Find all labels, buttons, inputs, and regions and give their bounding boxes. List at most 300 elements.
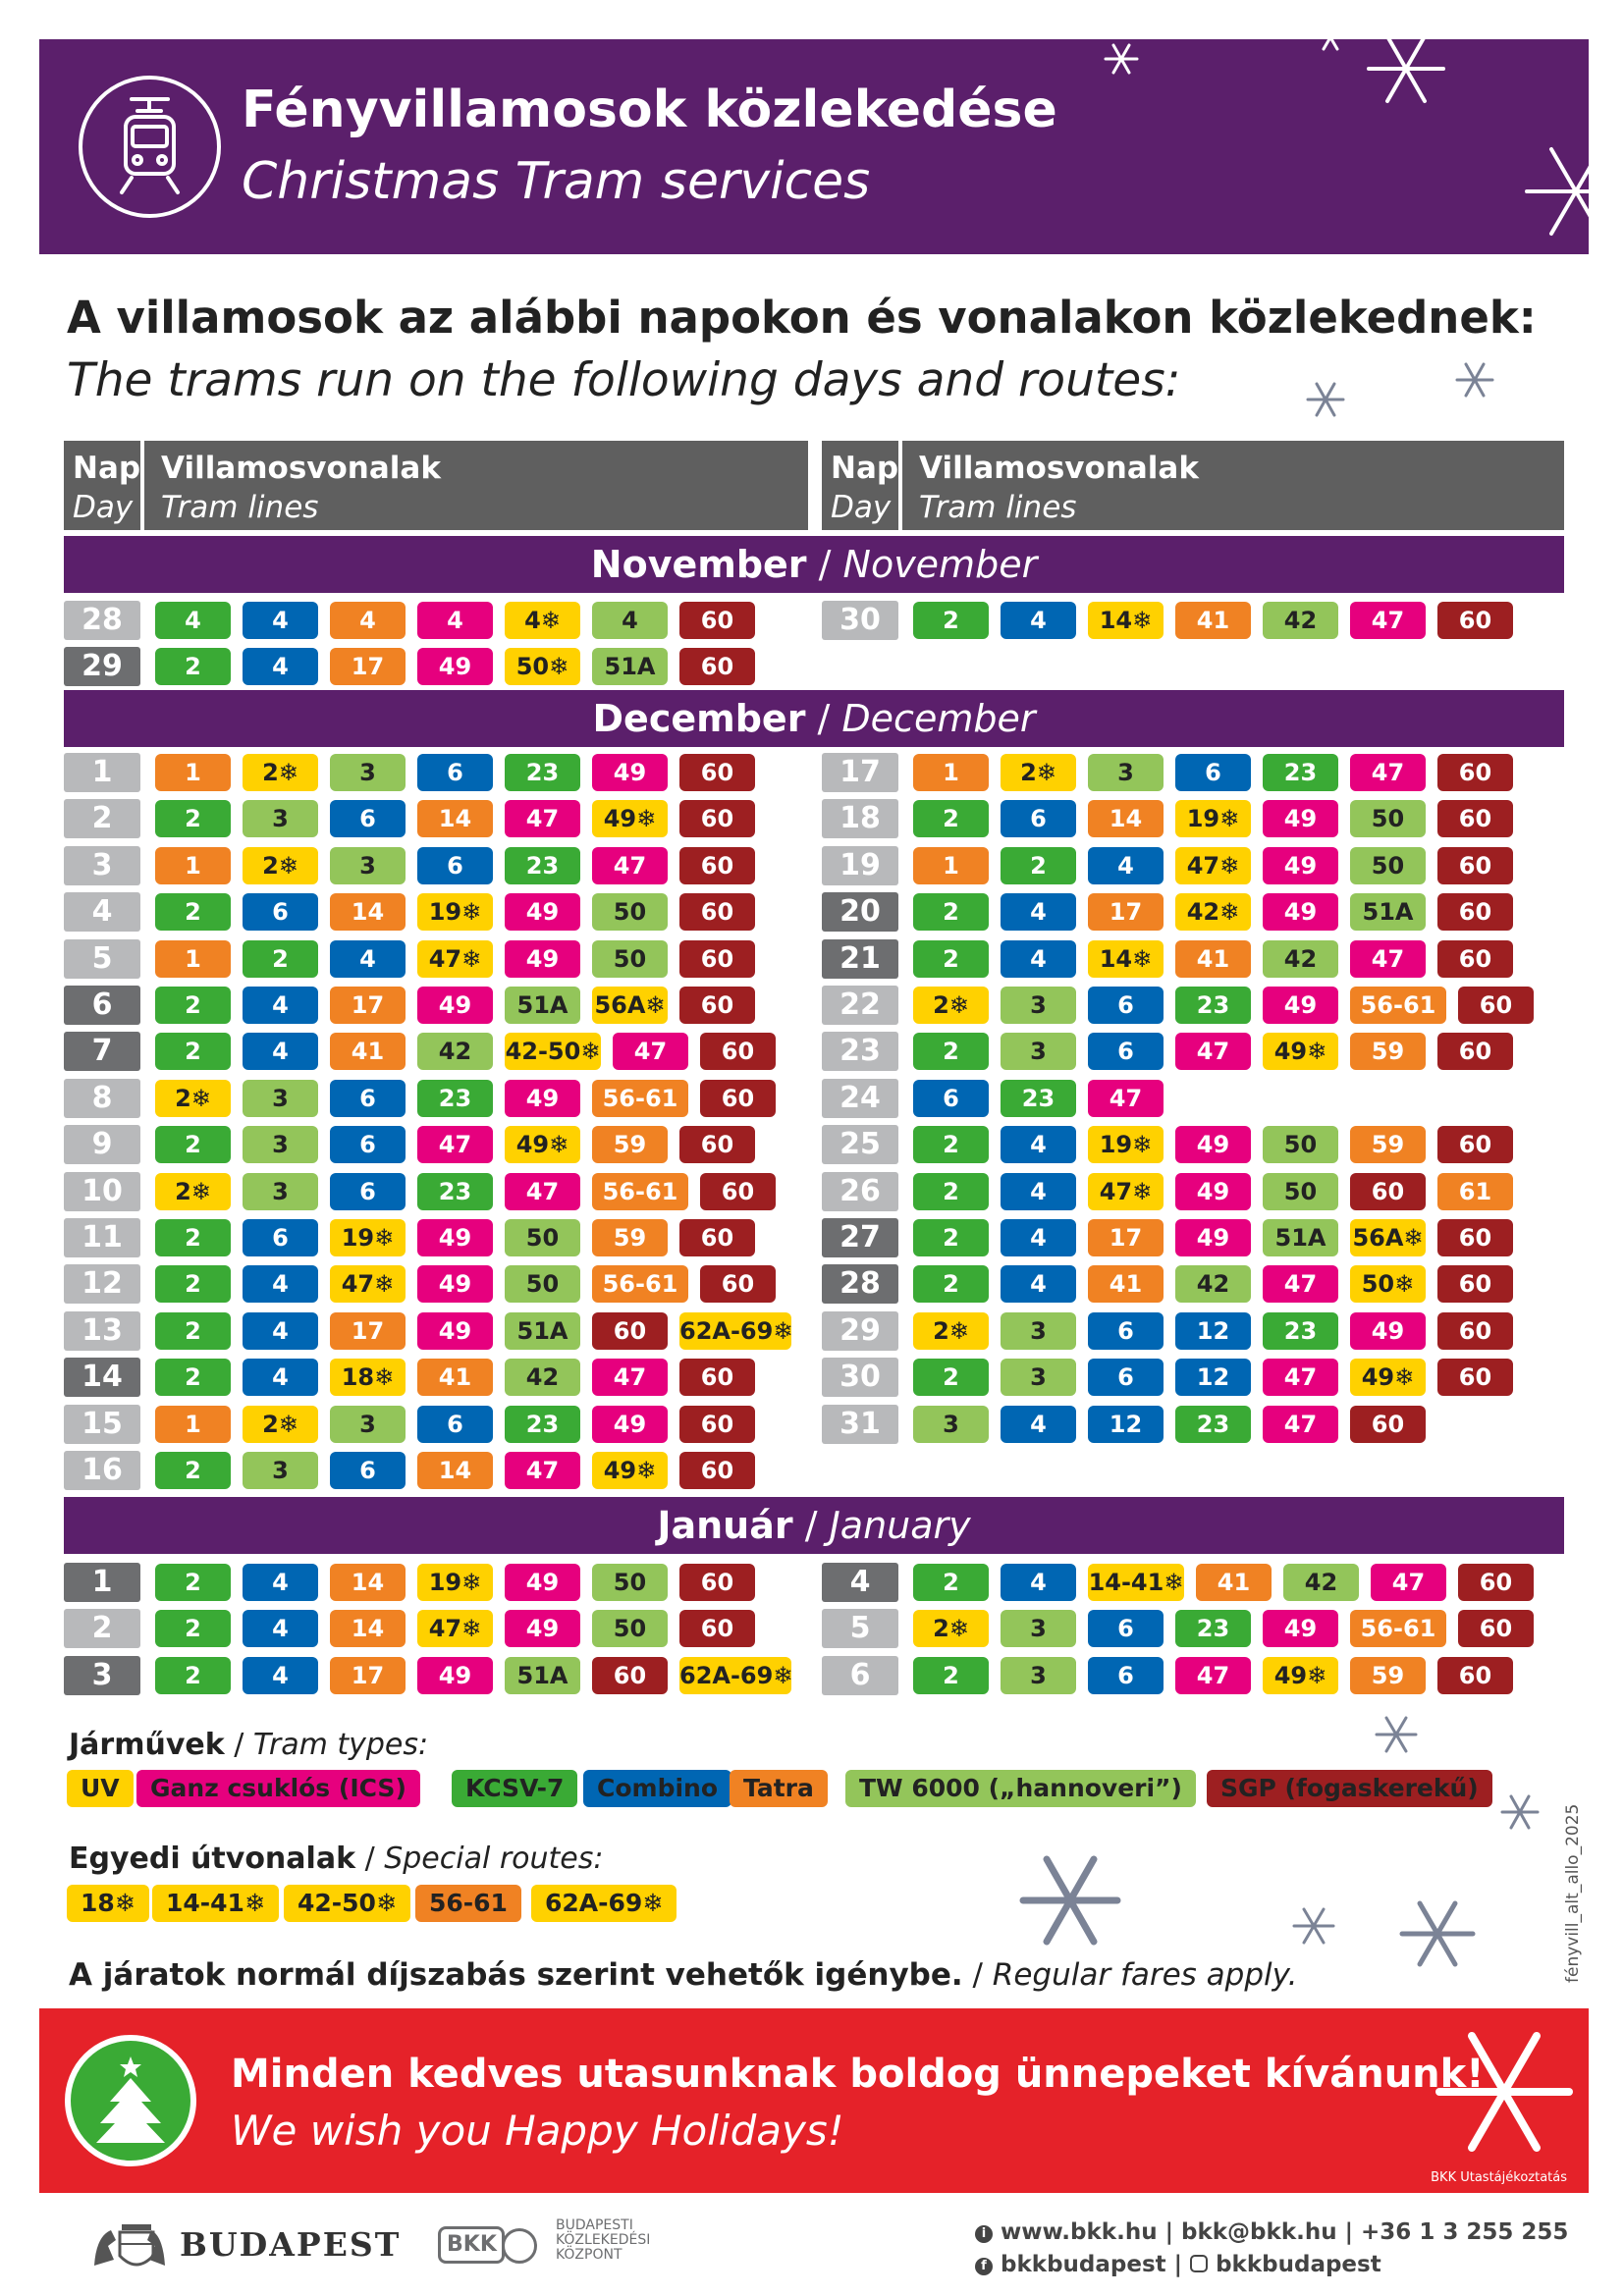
tram-line-chip: 1 (913, 847, 989, 884)
tram-line-chip: 23 (505, 1406, 580, 1443)
tram-line-chip: 47 (1263, 1265, 1338, 1303)
tram-line-chip: 2 (913, 1359, 989, 1396)
tram-line-chip: 4 (243, 1265, 318, 1303)
tram-line-chip: 41 (417, 1359, 493, 1396)
tram-line-chip: 51A (1350, 893, 1426, 931)
tram-line-chip: 60 (679, 602, 755, 639)
tram-line-chip: 47❄ (417, 1610, 493, 1647)
budapest-coat-of-arms-icon (86, 2216, 194, 2277)
special-routes-label-en: Special routes: (384, 1842, 604, 1876)
facebook-link[interactable]: bkkbudapest (1001, 2252, 1166, 2277)
tram-line-chip: 4 (243, 648, 318, 685)
day-number: 19 (822, 846, 898, 885)
tram-line-chip: 1 (155, 754, 231, 791)
tram-line-chip: 4 (1001, 1564, 1076, 1601)
tram-line-chip: 47 (1350, 940, 1426, 978)
special-routes-label: Egyedi útvonalak / Special routes: (69, 1842, 604, 1876)
lines-header-en: Tram lines (919, 490, 1077, 525)
day-header-hu: Nap (73, 451, 141, 486)
tram-line-chip: 2 (155, 648, 231, 685)
tram-line-chip: 60 (679, 847, 755, 884)
tram-line-chip: 2 (913, 940, 989, 978)
tram-line-chip: 49 (505, 940, 580, 978)
tram-line-chip: 3 (1001, 1657, 1076, 1694)
day-number: 21 (822, 939, 898, 979)
tram-line-chip: 60 (1437, 754, 1513, 791)
tram-line-chip: 49 (417, 1657, 493, 1694)
tram-type-chip: SGP (fogaskerekű) (1207, 1770, 1492, 1807)
tram-line-chip: 49 (505, 1080, 580, 1117)
tram-line-chip: 60 (700, 1080, 776, 1117)
month-name-en: January (829, 1504, 971, 1547)
tram-line-chip: 60 (679, 1610, 755, 1647)
tram-line-chip: 2 (155, 1033, 231, 1070)
day-number: 15 (64, 1405, 140, 1444)
tram-line-chip: 41 (330, 1033, 406, 1070)
tram-line-chip: 6 (1088, 1657, 1164, 1694)
tram-line-chip: 1 (913, 754, 989, 791)
tram-line-chip: 49 (1263, 847, 1338, 884)
tram-line-chip: 51A (505, 987, 580, 1024)
tram-line-chip: 62A-69❄ (679, 1657, 791, 1694)
tram-line-chip: 6 (417, 847, 493, 884)
tram-line-chip: 23 (417, 1080, 493, 1117)
tram-line-chip: 47 (505, 1452, 580, 1489)
tram-line-chip: 59 (592, 1126, 668, 1163)
tram-line-chip: 4 (1001, 1219, 1076, 1256)
month-name-hu: November (590, 543, 807, 586)
tram-line-chip: 3 (330, 847, 406, 884)
day-number: 12 (64, 1264, 140, 1304)
instagram-link[interactable]: bkkbudapest (1216, 2252, 1381, 2277)
tram-line-chip: 19❄ (417, 1564, 493, 1601)
tram-line-chip: 23 (1175, 987, 1251, 1024)
tram-line-chip: 42❄ (1175, 893, 1251, 931)
tram-line-chip: 60 (679, 987, 755, 1024)
day-number: 28 (64, 601, 140, 640)
tram-line-chip: 42 (1263, 940, 1338, 978)
tram-line-chip: 3 (1001, 1610, 1076, 1647)
tram-line-chip: 17 (330, 648, 406, 685)
tram-line-chip: 49 (417, 1312, 493, 1350)
holiday-wish-hu: Minden kedves utasunknak boldog ünnepeket kívánunk! (231, 2052, 1485, 2097)
tram-line-chip: 4 (243, 1657, 318, 1694)
tram-line-chip: 23 (1263, 1312, 1338, 1350)
tram-line-chip: 50 (1350, 847, 1426, 884)
tram-line-chip: 2 (155, 800, 231, 837)
tram-line-chip: 60 (1437, 1265, 1513, 1303)
tram-line-chip: 1 (155, 847, 231, 884)
tram-line-chip: 2❄ (243, 847, 318, 884)
tram-line-chip: 60 (679, 1359, 755, 1396)
tram-line-chip: 50❄ (505, 648, 580, 685)
tram-line-chip: 60 (679, 1452, 755, 1489)
tram-line-chip: 50 (1263, 1126, 1338, 1163)
tram-types-label-en: Tram types: (252, 1728, 429, 1762)
phone-number[interactable]: +36 1 3 255 255 (1361, 2219, 1569, 2245)
special-route-chip: 62A-69❄ (531, 1885, 677, 1922)
holiday-wish-en: We wish you Happy Holidays! (231, 2107, 844, 2155)
tram-line-chip: 4 (1001, 1265, 1076, 1303)
tram-line-chip: 23 (1175, 1406, 1251, 1443)
day-number: 4 (64, 892, 140, 932)
tram-line-chip: 49 (592, 754, 668, 791)
tram-line-chip: 6 (417, 754, 493, 791)
tram-line-chip: 60 (1437, 1033, 1513, 1070)
tram-line-chip: 2 (155, 1265, 231, 1303)
tram-line-chip: 42 (1175, 1265, 1251, 1303)
tram-line-chip: 49❄ (1263, 1657, 1338, 1694)
tram-line-chip: 2 (155, 1312, 231, 1350)
tram-line-chip: 6 (330, 1452, 406, 1489)
website-link[interactable]: www.bkk.hu (1001, 2219, 1158, 2245)
tram-line-chip: 50 (592, 1610, 668, 1647)
tram-line-chip: 2 (155, 1564, 231, 1601)
tram-line-chip: 4 (330, 940, 406, 978)
day-number: 24 (822, 1079, 898, 1118)
tram-line-chip: 60 (679, 893, 755, 931)
tram-line-chip: 50 (592, 940, 668, 978)
tram-line-chip: 60 (679, 800, 755, 837)
tram-line-chip: 49 (417, 1219, 493, 1256)
tram-line-chip: 4 (243, 987, 318, 1024)
tram-line-chip: 60 (679, 1564, 755, 1601)
day-number: 7 (64, 1032, 140, 1071)
special-route-chip: 42-50❄ (284, 1885, 410, 1922)
tram-line-chip: 6 (1088, 1610, 1164, 1647)
tram-line-chip: 2 (155, 1610, 231, 1647)
tram-line-chip: 47 (1371, 1564, 1446, 1601)
tram-line-chip: 56-61 (592, 1173, 688, 1210)
tram-line-chip: 2❄ (1001, 754, 1076, 791)
tram-line-chip: 59 (592, 1219, 668, 1256)
tram-line-chip: 42 (417, 1033, 493, 1070)
tram-line-chip: 49 (417, 987, 493, 1024)
day-number: 28 (822, 1264, 898, 1304)
bkk-name-line-1: BUDAPESTI (556, 2217, 633, 2233)
tram-line-chip: 47 (1350, 754, 1426, 791)
tram-line-chip: 49 (1263, 893, 1338, 931)
tram-line-chip: 41 (1175, 602, 1251, 639)
tram-line-chip: 4 (243, 1312, 318, 1350)
tram-line-chip: 3 (243, 1452, 318, 1489)
month-name-hu: December (592, 697, 806, 740)
tram-line-chip: 60 (1437, 1126, 1513, 1163)
month-bar-january: Január / January (64, 1497, 1564, 1554)
tram-line-chip: 2 (913, 602, 989, 639)
tram-line-chip: 23 (505, 754, 580, 791)
tram-line-chip: 2❄ (913, 1312, 989, 1350)
tram-line-chip: 2 (155, 1126, 231, 1163)
lines-header-hu: Villamosvonalak (919, 451, 1199, 486)
header-banner (39, 39, 1589, 254)
fares-note: A járatok normál díjszabás szerint vehetők igénybe. / Regular fares apply. (69, 1957, 1298, 1993)
column-header-left (64, 441, 808, 530)
tram-line-chip: 56-61 (1350, 1610, 1446, 1647)
tram-line-chip: 14 (330, 893, 406, 931)
tram-line-chip: 19❄ (330, 1219, 406, 1256)
tram-line-chip: 6 (1175, 754, 1251, 791)
tram-line-chip: 60 (1437, 1657, 1513, 1694)
email-link[interactable]: bkk@bkk.hu (1181, 2219, 1337, 2245)
lines-header-cell (902, 441, 1564, 530)
tram-line-chip: 2 (913, 1219, 989, 1256)
tram-line-chip: 51A (505, 1657, 580, 1694)
special-route-chip: 56-61 (415, 1885, 521, 1922)
tram-line-chip: 47 (1175, 1033, 1251, 1070)
tram-line-chip: 60 (679, 940, 755, 978)
month-bar-december: December / December (64, 690, 1564, 747)
bkk-name-line-3: KÖZPONT (556, 2247, 623, 2263)
day-number: 9 (64, 1125, 140, 1164)
day-header-en: Day (831, 490, 892, 525)
tram-line-chip: 49 (1350, 1312, 1426, 1350)
tram-type-chip: Ganz csuklós (ICS) (136, 1770, 420, 1807)
tram-line-chip: 6 (1088, 1359, 1164, 1396)
tram-line-chip: 2 (913, 1564, 989, 1601)
lines-header-hu: Villamosvonalak (161, 451, 441, 486)
tram-line-chip: 3 (1001, 1033, 1076, 1070)
tram-line-chip: 17 (1088, 893, 1164, 931)
tram-line-chip: 4 (243, 1359, 318, 1396)
day-number: 4 (822, 1563, 898, 1602)
facebook-icon: f (975, 2258, 993, 2275)
tram-line-chip: 47❄ (330, 1265, 406, 1303)
fares-note-hu: A járatok normál díjszabás szerint vehetők igénybe. (69, 1957, 963, 1993)
subtitle-en: The trams run on the following days and routes: (67, 353, 1181, 407)
tram-line-chip: 2❄ (913, 1610, 989, 1647)
tram-type-chip: TW 6000 („hannoveri”) (845, 1770, 1196, 1807)
info-icon: i (975, 2225, 993, 2243)
tram-line-chip: 3 (243, 1080, 318, 1117)
tram-line-chip: 60 (1437, 602, 1513, 639)
tram-line-chip: 62A-69❄ (679, 1312, 791, 1350)
tram-line-chip: 56A❄ (1350, 1219, 1426, 1256)
day-header-cell (822, 441, 898, 530)
tram-line-chip: 14❄ (1088, 602, 1164, 639)
tram-line-chip: 60 (700, 1033, 776, 1070)
day-number: 3 (64, 1656, 140, 1695)
tram-line-chip: 47❄ (1175, 847, 1251, 884)
tram-line-chip: 6 (330, 1173, 406, 1210)
tram-line-chip: 1 (155, 1406, 231, 1443)
tram-line-chip: 50 (592, 893, 668, 931)
tram-line-chip: 47 (505, 800, 580, 837)
tram-icon (82, 80, 217, 214)
document-code: fényvill_alt_allo_2025 (1563, 1803, 1583, 1983)
tram-line-chip: 50❄ (1350, 1265, 1426, 1303)
day-number: 31 (822, 1405, 898, 1444)
tram-line-chip: 2❄ (155, 1173, 231, 1210)
tram-line-chip: 56-61 (592, 1080, 688, 1117)
month-bar-november: November / November (64, 536, 1564, 593)
tram-line-chip: 60 (679, 1406, 755, 1443)
day-number: 13 (64, 1311, 140, 1351)
tram-line-chip: 49 (505, 1610, 580, 1647)
tram-line-chip: 60 (679, 754, 755, 791)
lines-header-cell (144, 441, 808, 530)
day-number: 2 (64, 799, 140, 838)
tram-line-chip: 2 (155, 1657, 231, 1694)
tram-line-chip: 50 (505, 1219, 580, 1256)
tram-line-chip: 17 (330, 987, 406, 1024)
tram-line-chip: 49❄ (1263, 1033, 1338, 1070)
tram-line-chip: 4 (1001, 602, 1076, 639)
tram-line-chip: 4 (1001, 1173, 1076, 1210)
tram-type-chip: Tatra (730, 1770, 828, 1807)
bkk-full-name (556, 2218, 650, 2263)
tram-line-chip: 60 (1437, 847, 1513, 884)
special-route-chip: 18❄ (67, 1885, 149, 1922)
tram-line-chip: 14 (417, 800, 493, 837)
tram-line-chip: 49❄ (592, 800, 668, 837)
tram-line-chip: 3 (243, 800, 318, 837)
tram-line-chip: 6 (330, 1126, 406, 1163)
tram-line-chip: 51A (592, 648, 668, 685)
tram-line-chip: 4❄ (505, 602, 580, 639)
tram-line-chip: 49 (592, 1406, 668, 1443)
tram-line-chip: 14 (417, 1452, 493, 1489)
tram-line-chip: 2❄ (243, 1406, 318, 1443)
tram-line-chip: 4 (1001, 940, 1076, 978)
tram-line-chip: 2 (913, 893, 989, 931)
tram-line-chip: 6 (1088, 1033, 1164, 1070)
tram-line-chip: 49 (1175, 1219, 1251, 1256)
day-number: 5 (64, 939, 140, 979)
tram-line-chip: 50 (1263, 1173, 1338, 1210)
tram-line-chip: 60 (1350, 1173, 1426, 1210)
tram-line-chip: 59 (1350, 1033, 1426, 1070)
tram-line-chip: 49 (1263, 800, 1338, 837)
tram-line-chip: 23 (417, 1173, 493, 1210)
tram-type-chip: KCSV-7 (452, 1770, 577, 1807)
day-number: 3 (64, 846, 140, 885)
tram-line-chip: 4 (592, 602, 668, 639)
tram-line-chip: 49❄ (592, 1452, 668, 1489)
tram-line-chip: 56-61 (1350, 987, 1446, 1024)
tram-line-chip: 56-61 (592, 1265, 688, 1303)
tram-line-chip: 49 (1175, 1126, 1251, 1163)
tram-line-chip: 51A (505, 1312, 580, 1350)
month-name-en: November (842, 543, 1038, 586)
tram-line-chip: 49 (1263, 987, 1338, 1024)
tram-line-chip: 4 (155, 602, 231, 639)
tram-line-chip: 17 (1088, 1219, 1164, 1256)
tram-line-chip: 6 (1001, 800, 1076, 837)
day-number: 22 (822, 986, 898, 1025)
christmas-tree-icon (71, 2041, 190, 2161)
page-title-hu: Fényvillamosok közlekedése (242, 80, 1057, 139)
tram-line-chip: 2 (913, 1657, 989, 1694)
bkk-logo-circle (502, 2228, 537, 2264)
tram-line-chip: 60 (679, 1126, 755, 1163)
tram-line-chip: 23 (1175, 1610, 1251, 1647)
day-number: 1 (64, 753, 140, 792)
tram-line-chip: 60 (1350, 1406, 1426, 1443)
tram-line-chip: 3 (913, 1406, 989, 1443)
tram-line-chip: 19❄ (1088, 1126, 1164, 1163)
day-number: 5 (822, 1609, 898, 1648)
day-number: 14 (64, 1358, 140, 1397)
day-number: 30 (822, 601, 898, 640)
tram-line-chip: 47 (1175, 1657, 1251, 1694)
bkk-logo: BKK (438, 2226, 505, 2264)
special-route-chip: 14-41❄ (152, 1885, 279, 1922)
tram-line-chip: 2 (155, 1219, 231, 1256)
tram-line-chip: 3 (243, 1126, 318, 1163)
instagram-icon (1190, 2255, 1208, 2272)
tram-line-chip: 47 (1263, 1359, 1338, 1396)
tram-line-chip: 49 (1263, 1610, 1338, 1647)
tram-line-chip: 14 (330, 1564, 406, 1601)
tram-line-chip: 1 (155, 940, 231, 978)
tram-line-chip: 2❄ (243, 754, 318, 791)
tram-line-chip: 3 (1001, 1312, 1076, 1350)
tram-line-chip: 23 (505, 847, 580, 884)
footer-banner (39, 2008, 1589, 2193)
day-number: 20 (822, 892, 898, 932)
footer-snowflake-icon (1414, 2008, 1589, 2193)
tram-line-chip: 47❄ (1088, 1173, 1164, 1210)
tram-line-chip: 3 (330, 1406, 406, 1443)
tram-line-chip: 47 (1350, 602, 1426, 639)
tram-line-chip: 6 (330, 800, 406, 837)
tram-line-chip: 61 (1437, 1173, 1513, 1210)
tram-line-chip: 4 (243, 1033, 318, 1070)
tram-line-chip: 17 (330, 1312, 406, 1350)
tram-line-chip: 6 (1088, 987, 1164, 1024)
tram-line-chip: 60 (592, 1312, 668, 1350)
tram-line-chip: 4 (1001, 893, 1076, 931)
tram-line-chip: 49 (417, 1265, 493, 1303)
tram-line-chip: 60 (1437, 1312, 1513, 1350)
fares-note-en: Regular fares apply. (992, 1957, 1298, 1993)
tram-line-chip: 2 (913, 1033, 989, 1070)
tram-line-chip: 60 (1437, 940, 1513, 978)
tram-line-chip: 14 (1088, 800, 1164, 837)
tram-line-chip: 60 (1437, 893, 1513, 931)
tram-line-chip: 6 (417, 1406, 493, 1443)
bkk-name-line-2: KÖZLEKEDÉSI (556, 2232, 651, 2248)
tram-line-chip: 19❄ (417, 893, 493, 931)
day-number: 6 (822, 1656, 898, 1695)
tram-line-chip: 49 (417, 648, 493, 685)
day-header-hu: Nap (831, 451, 899, 486)
month-name-hu: Január (657, 1504, 793, 1547)
tram-types-label-hu: Járművek (69, 1728, 225, 1762)
tram-line-chip: 23 (1263, 754, 1338, 791)
tram-line-chip: 49❄ (505, 1126, 580, 1163)
tram-line-chip: 3 (1088, 754, 1164, 791)
tram-line-chip: 47 (417, 1126, 493, 1163)
tram-line-chip: 60 (1458, 987, 1534, 1024)
tram-line-chip: 60 (700, 1265, 776, 1303)
tram-line-chip: 50 (592, 1564, 668, 1601)
tram-line-chip: 2 (913, 1265, 989, 1303)
tram-line-chip: 6 (243, 1219, 318, 1256)
tram-line-chip: 49❄ (1350, 1359, 1426, 1396)
tram-line-chip: 12 (1175, 1359, 1251, 1396)
tram-line-chip: 6 (1088, 1312, 1164, 1350)
tram-line-chip: 6 (913, 1080, 989, 1117)
tram-line-chip: 4 (417, 602, 493, 639)
tram-line-chip: 2 (913, 1126, 989, 1163)
day-number: 18 (822, 799, 898, 838)
tram-line-chip: 41 (1175, 940, 1251, 978)
column-header-right (822, 441, 1564, 530)
tram-line-chip: 60 (679, 1219, 755, 1256)
tram-line-chip: 47 (505, 1173, 580, 1210)
